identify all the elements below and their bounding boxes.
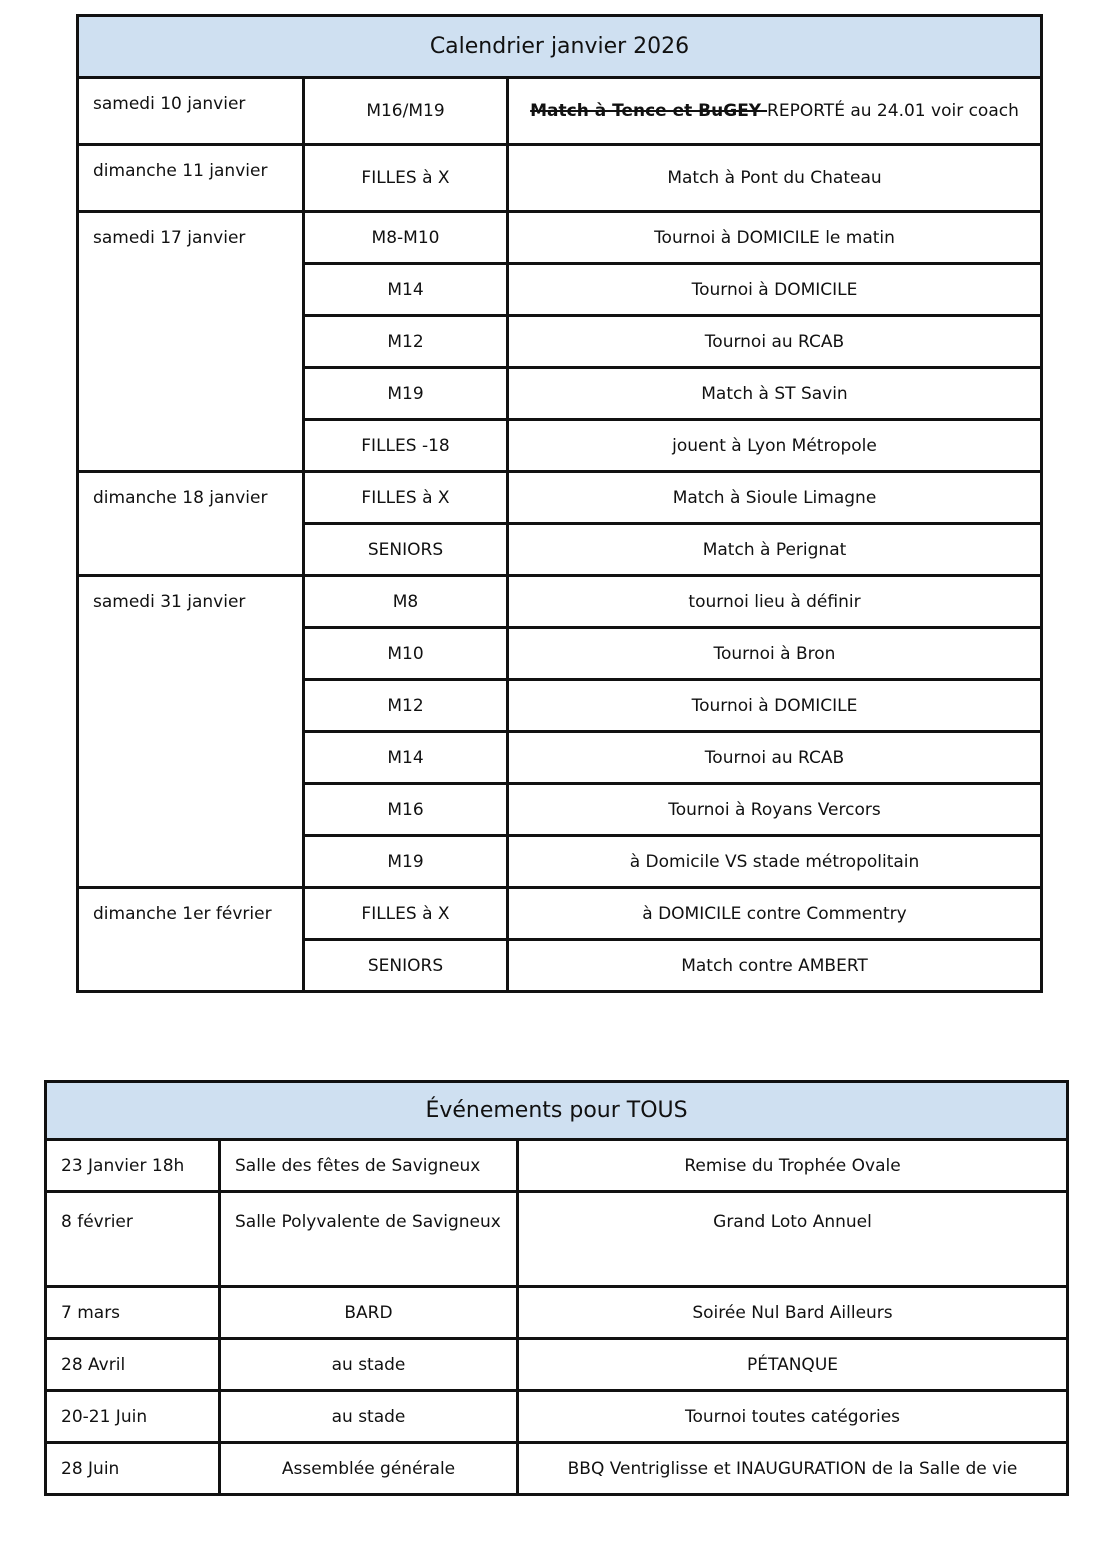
event-place: Assemblée générale [220, 1443, 518, 1495]
event-date: 28 Avril [46, 1339, 220, 1391]
calendar-date: samedi 31 janvier [78, 576, 304, 888]
event-date: 20-21 Juin [46, 1391, 220, 1443]
event-date: 28 Juin [46, 1443, 220, 1495]
calendar-category: FILLES à X [304, 145, 508, 212]
calendar-category: M16/M19 [304, 78, 508, 145]
calendar-description: jouent à Lyon Métropole [508, 420, 1042, 472]
event-row [46, 1391, 1068, 1443]
event-description: Remise du Trophée Ovale [518, 1140, 1068, 1192]
event-date: 7 mars [46, 1287, 220, 1339]
calendar-category: FILLES -18 [304, 420, 508, 472]
calendar-category: M19 [304, 368, 508, 420]
events-body [46, 1140, 1068, 1495]
event-date: 8 février [46, 1192, 220, 1287]
calendar-category: SENIORS [304, 524, 508, 576]
event-row [46, 1339, 1068, 1391]
calendar-category: M14 [304, 264, 508, 316]
calendar-row [78, 145, 1042, 212]
struck-description: Match à Tence et BuGEY [530, 101, 768, 121]
event-row [46, 1287, 1068, 1339]
event-place: au stade [220, 1391, 518, 1443]
event-place: BARD [220, 1287, 518, 1339]
calendar-description: Tournoi au RCAB [508, 732, 1042, 784]
calendar-description: Match contre AMBERT [508, 940, 1042, 992]
calendar-category: M14 [304, 732, 508, 784]
calendar-description: à Domicile VS stade métropolitain [508, 836, 1042, 888]
event-description: Soirée Nul Bard Ailleurs [518, 1287, 1068, 1339]
rescheduled-note: REPORTÉ au 24.01 voir coach [767, 101, 1019, 121]
calendar-description: Match à Perignat [508, 524, 1042, 576]
calendar-category: FILLES à X [304, 888, 508, 940]
calendar-row [78, 888, 1042, 940]
calendar-date: dimanche 1er février [78, 888, 304, 992]
calendar-category: M8-M10 [304, 212, 508, 264]
event-description: BBQ Ventriglisse et INAUGURATION de la Salle de vie [518, 1443, 1068, 1495]
calendar-description: à DOMICILE contre Commentry [508, 888, 1042, 940]
calendar-description [508, 78, 1042, 145]
event-description: Grand Loto Annuel [518, 1192, 1068, 1287]
calendar-description: Tournoi à Bron [508, 628, 1042, 680]
calendar-category: M10 [304, 628, 508, 680]
calendar-description: Match à Sioule Limagne [508, 472, 1042, 524]
calendar-row [78, 472, 1042, 524]
calendar-description: Tournoi à DOMICILE [508, 264, 1042, 316]
calendar-category: M12 [304, 680, 508, 732]
calendar-row [78, 576, 1042, 628]
calendar-date: dimanche 18 janvier [78, 472, 304, 576]
calendar-description: Tournoi à DOMICILE [508, 680, 1042, 732]
calendar-category: SENIORS [304, 940, 508, 992]
calendar-row [78, 212, 1042, 264]
calendar-description: Match à ST Savin [508, 368, 1042, 420]
event-description: PÉTANQUE [518, 1339, 1068, 1391]
event-date: 23 Janvier 18h [46, 1140, 220, 1192]
calendar-category: M8 [304, 576, 508, 628]
calendar-category: M12 [304, 316, 508, 368]
calendar-date: samedi 10 janvier [78, 78, 304, 145]
event-row [46, 1192, 1068, 1287]
event-place: Salle Polyvalente de Savigneux [220, 1192, 518, 1287]
calendar-title: Calendrier janvier 2026 [78, 16, 1042, 78]
calendar-category: M16 [304, 784, 508, 836]
calendar-description: Tournoi au RCAB [508, 316, 1042, 368]
calendar-description: tournoi lieu à définir [508, 576, 1042, 628]
events-title: Événements pour TOUS [46, 1082, 1068, 1140]
event-place: au stade [220, 1339, 518, 1391]
event-row [46, 1140, 1068, 1192]
calendar-body [78, 78, 1042, 992]
calendar-description: Tournoi à DOMICILE le matin [508, 212, 1042, 264]
calendar-date: dimanche 11 janvier [78, 145, 304, 212]
calendar-category: FILLES à X [304, 472, 508, 524]
calendar-category: M19 [304, 836, 508, 888]
calendar-description: Tournoi à Royans Vercors [508, 784, 1042, 836]
events-table [44, 1080, 1069, 1496]
calendar-row [78, 78, 1042, 145]
calendar-table [76, 14, 1043, 993]
event-place: Salle des fêtes de Savigneux [220, 1140, 518, 1192]
calendar-description: Match à Pont du Chateau [508, 145, 1042, 212]
event-description: Tournoi toutes catégories [518, 1391, 1068, 1443]
event-row [46, 1443, 1068, 1495]
calendar-date: samedi 17 janvier [78, 212, 304, 472]
